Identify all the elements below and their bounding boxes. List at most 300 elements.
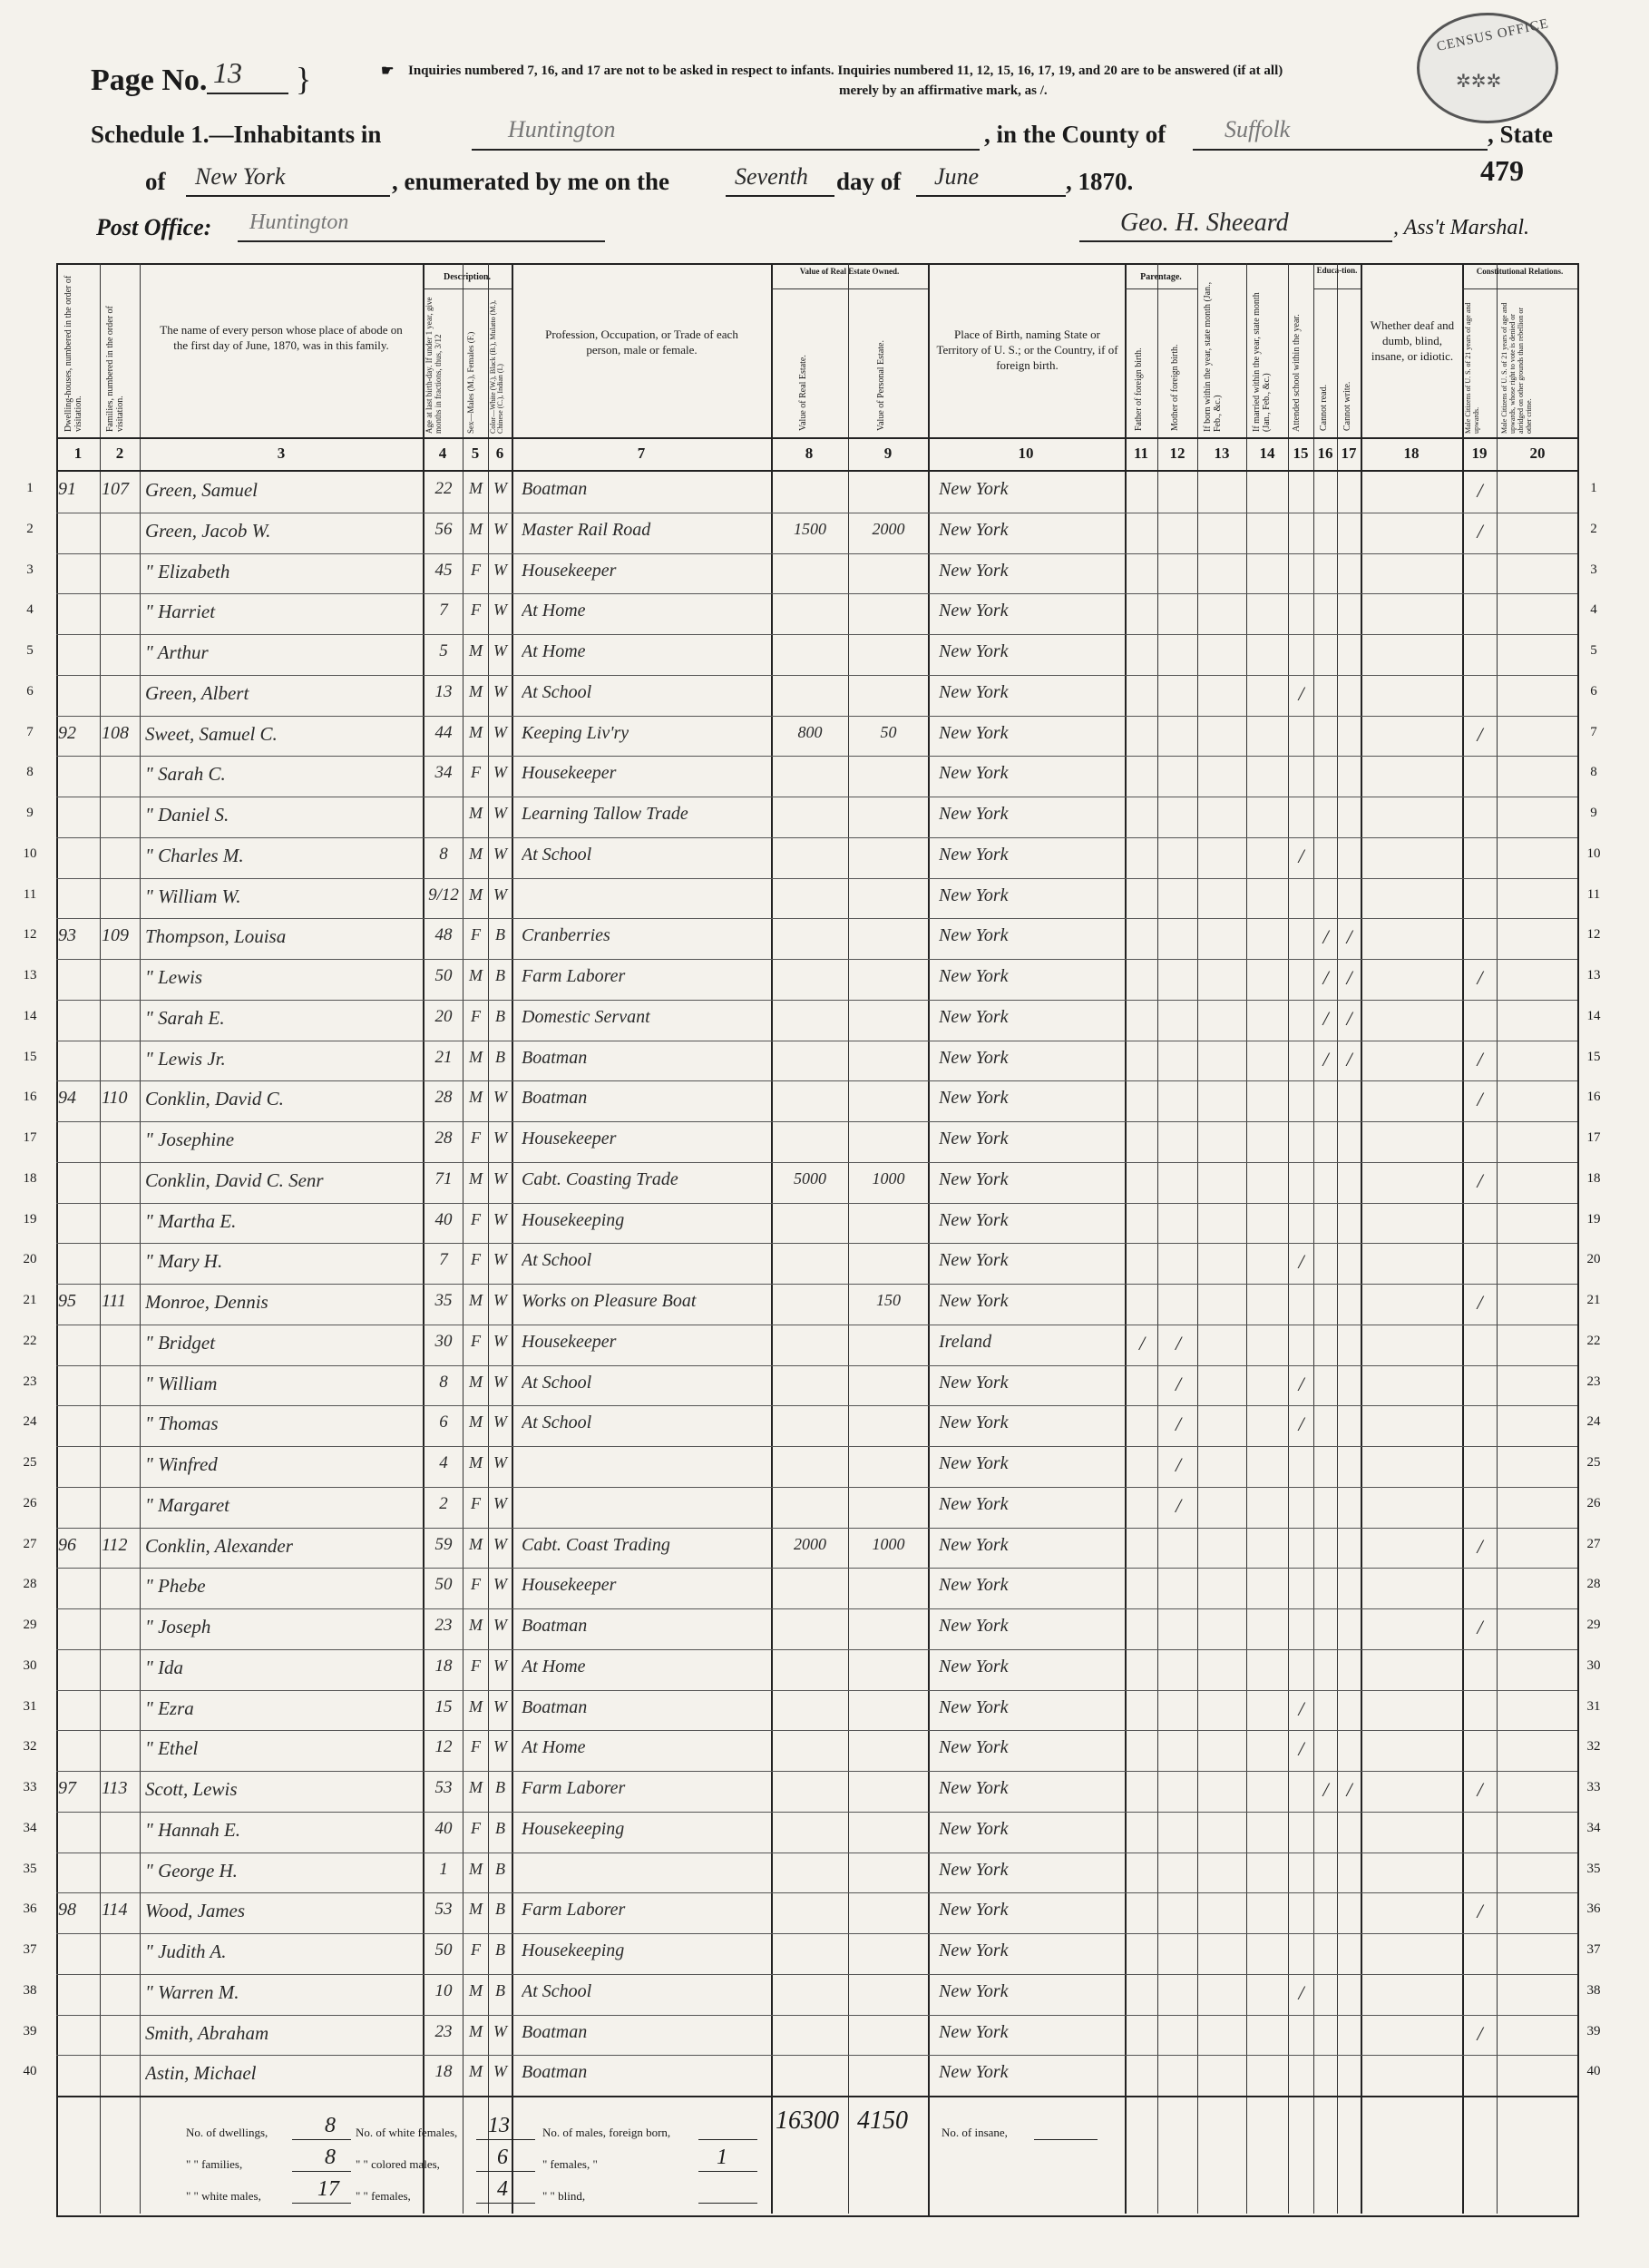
col-divider (771, 263, 773, 2214)
pointing-hand-icon: ☛ (381, 64, 395, 79)
row-number-left: 9 (26, 806, 34, 820)
row-number-left: 21 (23, 1293, 37, 1307)
cell-age: 34 (434, 763, 453, 783)
row-number-right: 18 (1586, 1170, 1601, 1186)
cell-color: B (495, 1818, 505, 1837)
cell-birth: New York (939, 1006, 1009, 1027)
cell-age: 9/12 (428, 885, 459, 904)
cell-color: W (493, 804, 507, 822)
cell-occ: Boatman (522, 1696, 588, 1717)
state-line (186, 195, 390, 197)
cell-occ: Housekeeper (522, 1575, 617, 1596)
instruction-notice: Inquiries numbered 7, 16, and 17 are not to be asked in respect to infants. Inquiries numbered 11, 12, 15, 16, 17, 19, and 20 are to be answered (if at all) (408, 64, 1283, 78)
row-rule (56, 593, 1577, 594)
col-divider (512, 263, 513, 2214)
cell-c12: / (1175, 1372, 1182, 1395)
row-rule (56, 1162, 1577, 1163)
row-number-right: 23 (1586, 1374, 1601, 1389)
column-number: 14 (1259, 445, 1275, 462)
row-rule (56, 837, 1577, 838)
row-number-right: 15 (1586, 1049, 1601, 1064)
column-number: 6 (495, 445, 504, 462)
cell-name: " Bridget (145, 1331, 216, 1354)
cell-birth: New York (939, 763, 1009, 784)
col-divider (928, 263, 930, 2214)
cell-age: 28 (434, 1129, 453, 1148)
cell-sex: M (469, 844, 483, 863)
row-number-left: 26 (23, 1495, 37, 1510)
cell-name: Green, Samuel (145, 479, 259, 501)
cell-name: " Phebe (145, 1575, 206, 1598)
row-number-right: 32 (1586, 1739, 1601, 1755)
row-number-left: 16 (23, 1090, 37, 1105)
row-rule (56, 1730, 1577, 1731)
cell-color: W (493, 1493, 507, 1512)
row-number-right: 33 (1586, 1780, 1601, 1794)
cell-name: " George H. (145, 1859, 238, 1882)
row-number-right: 38 (1586, 1982, 1601, 1998)
cell-age: 45 (434, 560, 453, 580)
cell-name: " Joseph (145, 1616, 211, 1637)
row-number-right: 8 (1590, 765, 1597, 780)
col-divider (1288, 263, 1289, 2214)
cell-age: 10 (434, 1980, 453, 2000)
cell-name: " William W. (145, 885, 241, 907)
row-number-right: 9 (1590, 806, 1597, 820)
cell-color: B (495, 1900, 505, 1919)
cell-c17: / (1346, 1047, 1352, 1070)
cell-name: Green, Albert (145, 681, 249, 704)
cell-c19: / (1477, 519, 1483, 543)
cell-occ: At Home (522, 601, 586, 621)
cell-age: 2 (439, 1493, 448, 1513)
cell-sex: M (469, 1168, 483, 1188)
row-rule (56, 2015, 1577, 2016)
cell-sex: F (471, 1941, 481, 1959)
cell-color: W (493, 763, 507, 782)
col-divider (1497, 263, 1498, 2214)
cell-name: " Ezra (145, 1696, 194, 1719)
row-rule (56, 675, 1577, 676)
row-number-left: 3 (26, 562, 34, 577)
row-number-right: 14 (1586, 1008, 1601, 1023)
cell-c17: / (1346, 1006, 1352, 1030)
white-males-label: " " white males, (186, 2189, 261, 2203)
cell-occ: Housekeeping (522, 1818, 625, 1839)
row-number-left: 31 (23, 1698, 37, 1714)
cell-occ: Housekeeper (522, 1129, 617, 1149)
cell-c16: / (1322, 966, 1329, 989)
enumeration-year: , 1870. (1066, 168, 1134, 195)
row-rule (56, 1933, 1577, 1934)
cell-birth: New York (939, 1575, 1009, 1596)
row-number-left: 1 (26, 481, 34, 495)
cell-occ: At Home (522, 641, 586, 661)
cell-pe: 50 (880, 722, 897, 741)
cell-occ: Housekeeper (522, 763, 617, 784)
cell-name: Thompson, Louisa (145, 925, 287, 948)
cell-name: " Warren M. (145, 1980, 239, 2003)
colored-females-value: 4 (497, 2177, 508, 2201)
cell-occ: Master Rail Road (522, 519, 651, 540)
cell-name: " Elizabeth (145, 560, 230, 582)
header-age: Age at last birth-day. If under 1 year, give months in fractions, thus, 3/12 (424, 297, 443, 434)
cell-birth: New York (939, 1859, 1009, 1880)
row-number-left: 13 (23, 968, 37, 982)
cell-age: 30 (434, 1331, 453, 1351)
cell-c12: / (1175, 1413, 1182, 1436)
cell-name: " Charles M. (145, 844, 244, 866)
cell-occ: Boatman (522, 1088, 588, 1109)
row-number-right: 16 (1586, 1090, 1601, 1105)
row-number-left: 27 (23, 1536, 37, 1551)
cell-name: " William (145, 1372, 218, 1394)
cell-birth: New York (939, 1047, 1009, 1068)
row-number-right: 10 (1586, 846, 1601, 861)
cell-sex: F (471, 1575, 481, 1594)
column-number: 16 (1317, 445, 1333, 462)
cell-sex: F (471, 601, 481, 620)
cell-re: 2000 (794, 1534, 826, 1553)
header-family: Families, numbered in the order of visitation. (105, 306, 125, 432)
cell-age: 53 (434, 1778, 453, 1797)
cell-color: W (493, 519, 507, 538)
place-value: Huntington (508, 116, 616, 142)
cell-birth: New York (939, 925, 1009, 946)
row-number-left: 7 (26, 724, 34, 739)
instruction-notice-2: merely by an affirmative mark, as /. (839, 83, 1048, 98)
cell-name: " Judith A. (145, 1941, 227, 1962)
cell-fam: 107 (102, 479, 129, 499)
row-number-right: 2 (1590, 521, 1597, 536)
header-deaf-blind: Whether deaf and dumb, blind, insane, or idiotic. (1370, 318, 1455, 363)
males-foreign-label: No. of males, foreign born, (542, 2126, 671, 2139)
blind-line (698, 2203, 757, 2204)
post-office-value: Huntington (249, 210, 349, 234)
row-rule (56, 756, 1577, 757)
cell-age: 13 (434, 681, 453, 701)
group-underline (1313, 288, 1361, 289)
cell-sex: F (471, 1656, 481, 1675)
cell-color: W (493, 2062, 507, 2081)
row-number-right: 27 (1586, 1536, 1601, 1551)
cell-color: B (495, 1941, 505, 1959)
cell-sex: F (471, 925, 481, 944)
cell-color: W (493, 1331, 507, 1350)
cell-fam: 114 (102, 1900, 128, 1921)
col-divider (1246, 263, 1247, 2214)
cell-age: 40 (434, 1818, 453, 1838)
total-personal-estate: 4150 (857, 2107, 908, 2135)
cell-occ: At Home (522, 1737, 586, 1758)
cell-birth: New York (939, 1941, 1009, 1960)
females-foreign-label: " females, " (542, 2157, 598, 2171)
cell-sex: M (469, 1534, 483, 1553)
marshal-line (1079, 240, 1392, 242)
state-value: New York (195, 163, 286, 190)
cell-name: " Ethel (145, 1737, 199, 1760)
cell-sex: M (469, 1453, 483, 1471)
cell-c19: / (1477, 1900, 1483, 1923)
cell-dw: 93 (58, 925, 76, 946)
cell-c15: / (1298, 1372, 1304, 1395)
cell-birth: New York (939, 1778, 1009, 1798)
cell-re: 800 (797, 722, 823, 741)
cell-name: " Harriet (145, 601, 216, 623)
cell-birth: New York (939, 966, 1009, 986)
cell-occ: At School (522, 1980, 592, 2001)
cell-name: Scott, Lewis (145, 1778, 238, 1800)
cell-sex: M (469, 966, 483, 984)
row-number-left: 2 (26, 521, 34, 536)
cell-name: " Arthur (145, 641, 209, 663)
cell-color: W (493, 1291, 507, 1309)
row-number-right: 1 (1590, 481, 1597, 495)
families-label: " " families, (186, 2157, 243, 2171)
row-rule (56, 1568, 1577, 1569)
row-number-right: 5 (1590, 643, 1597, 658)
header-name: The name of every person whose place of abode on the first day of June, 1870, was in this family. (160, 323, 403, 352)
cell-sex: F (471, 1006, 481, 1025)
cell-c16: / (1322, 1006, 1329, 1030)
cell-color: W (493, 1696, 507, 1716)
row-number-left: 39 (23, 2023, 37, 2038)
row-number-right: 26 (1586, 1495, 1601, 1510)
header-dwelling: Dwelling-houses, numbered in the order of visitation. (63, 275, 83, 432)
cell-color: B (495, 1778, 505, 1796)
cell-sex: F (471, 1493, 481, 1512)
cell-occ: Learning Tallow Trade (522, 804, 688, 824)
families-line (292, 2171, 351, 2172)
stamp-text: CENSUS OFFICE (1435, 16, 1551, 54)
row-number-right: 22 (1586, 1333, 1601, 1348)
cell-name: Conklin, Alexander (145, 1534, 293, 1557)
cell-occ: At School (522, 1250, 592, 1271)
cell-sex: M (469, 2062, 483, 2081)
cell-birth: New York (939, 1656, 1009, 1677)
row-number-left: 32 (23, 1739, 37, 1755)
cell-age: 4 (439, 1453, 448, 1472)
cell-age: 59 (434, 1534, 453, 1554)
row-number-right: 17 (1586, 1130, 1601, 1145)
row-number-left: 8 (26, 765, 34, 780)
row-number-left: 30 (23, 1657, 37, 1673)
row-number-left: 20 (23, 1252, 37, 1267)
marshal-label: , Ass't Marshal. (1393, 216, 1530, 240)
row-rule (56, 1203, 1577, 1204)
row-number-left: 25 (23, 1455, 37, 1470)
cell-sex: F (471, 1250, 481, 1269)
col-divider (140, 263, 141, 2214)
cell-sex: M (469, 804, 483, 822)
cell-sex: M (469, 1372, 483, 1391)
col-divider (1157, 263, 1158, 2214)
cell-age: 44 (434, 722, 453, 742)
row-rule (56, 918, 1577, 919)
row-number-left: 15 (23, 1049, 37, 1064)
column-number: 1 (73, 445, 83, 462)
cell-age: 5 (439, 641, 448, 660)
row-number-left: 6 (26, 683, 34, 699)
row-number-left: 33 (23, 1780, 37, 1794)
cell-birth: New York (939, 1696, 1009, 1717)
cell-c16: / (1322, 925, 1329, 949)
brace: } (296, 61, 312, 97)
cell-name: " Margaret (145, 1493, 230, 1516)
cell-birth: New York (939, 681, 1009, 702)
cell-sex: F (471, 1129, 481, 1147)
cell-re: 1500 (794, 519, 826, 538)
row-rule (56, 2055, 1577, 2056)
row-rule (56, 1080, 1577, 1081)
cell-birth: New York (939, 1250, 1009, 1271)
cell-birth: New York (939, 1818, 1009, 1839)
row-number-left: 17 (23, 1130, 37, 1145)
row-number-left: 35 (23, 1861, 37, 1876)
cell-color: W (493, 1737, 507, 1756)
row-number-left: 11 (23, 886, 37, 902)
cell-fam: 108 (102, 722, 129, 743)
cell-color: B (495, 925, 505, 944)
col-divider (1197, 263, 1198, 2214)
white-males-value: 17 (317, 2177, 339, 2201)
cell-color: W (493, 1453, 507, 1471)
cell-name: " Martha E. (145, 1209, 237, 1232)
row-number-right: 39 (1586, 2023, 1601, 2038)
cell-c15: / (1298, 681, 1304, 705)
cell-sex: M (469, 885, 483, 904)
row-rule (56, 1000, 1577, 1001)
header-born-within-year: If born within the year, state month (Jan., Feb., &c.) (1203, 281, 1223, 432)
cell-age: 48 (434, 925, 453, 945)
row-number-left: 4 (26, 602, 34, 618)
males-foreign-line (698, 2139, 757, 2140)
cell-occ: At School (522, 1372, 592, 1393)
header-cannot-write: Cannot write. (1342, 381, 1352, 431)
cell-occ: Housekeeper (522, 1331, 617, 1352)
row-number-left: 18 (23, 1170, 37, 1186)
enumerated-label: , enumerated by me on the (392, 168, 669, 195)
row-number-right: 21 (1586, 1293, 1601, 1307)
cell-color: W (493, 1209, 507, 1228)
header-color: Color—White (W.), Black (B.), Mulatto (M.), Chinese (C.), Indian (I.) (489, 299, 504, 434)
cell-age: 6 (439, 1413, 448, 1432)
cell-occ: Farm Laborer (522, 1778, 626, 1798)
group-underline (1462, 288, 1577, 289)
row-number-right: 13 (1586, 968, 1601, 982)
cell-name: " Daniel S. (145, 804, 229, 826)
cell-birth: New York (939, 1737, 1009, 1758)
county-line (1193, 149, 1488, 151)
cell-sex: M (469, 1047, 483, 1066)
column-number: 9 (883, 445, 893, 462)
cell-occ: Boatman (522, 1047, 588, 1068)
row-rule (56, 1812, 1577, 1813)
cell-name: Smith, Abraham (145, 2021, 269, 2044)
cell-age: 1 (439, 1859, 448, 1879)
day-of-label: day of (836, 168, 902, 195)
row-rule (56, 959, 1577, 960)
cell-dw: 94 (58, 1088, 76, 1109)
row-number-right: 31 (1586, 1698, 1601, 1714)
enumeration-day: Seventh (735, 163, 808, 190)
cell-c15: / (1298, 1250, 1304, 1274)
cell-sex: M (469, 519, 483, 538)
insane-label: No. of insane, (942, 2126, 1008, 2139)
column-number: 20 (1529, 445, 1546, 462)
cell-birth: New York (939, 1980, 1009, 2001)
cell-dw: 92 (58, 722, 76, 743)
cell-occ: Domestic Servant (522, 1006, 650, 1027)
cell-age: 50 (434, 1575, 453, 1595)
cell-birth: New York (939, 844, 1009, 865)
cell-c12: / (1175, 1453, 1182, 1476)
total-real-estate: 16300 (776, 2107, 839, 2135)
header-sex: Sex—Males (M.), Females (F.) (466, 331, 475, 434)
group-underline (771, 288, 928, 289)
group-education: Educa-tion. (1316, 266, 1358, 275)
cell-age: 28 (434, 1088, 453, 1108)
cell-occ: Works on Pleasure Boat (522, 1291, 697, 1311)
group-parentage: Parentage. (1140, 272, 1182, 282)
row-number-right: 37 (1586, 1942, 1601, 1957)
cell-color: W (493, 479, 507, 497)
cell-sex: M (469, 2021, 483, 2040)
white-females-label: No. of white females, (356, 2126, 458, 2139)
row-number-right: 7 (1590, 724, 1597, 739)
cell-occ: Cabt. Coast Trading (522, 1534, 670, 1555)
enumeration-month: June (934, 163, 980, 190)
row-number-left: 22 (23, 1333, 37, 1348)
cell-sex: M (469, 681, 483, 700)
cell-dw: 91 (58, 479, 76, 499)
cell-c19: / (1477, 1168, 1483, 1192)
cell-birth: New York (939, 1493, 1009, 1514)
census-office-stamp (1417, 13, 1558, 123)
row-number-left: 37 (23, 1942, 37, 1957)
cell-pe: 1000 (872, 1168, 905, 1188)
summary-top-line (56, 2096, 1577, 2097)
group-constitutional: Constitutional Relations. (1476, 267, 1564, 276)
cell-name: Sweet, Samuel C. (145, 722, 278, 745)
cell-occ: Housekeeping (522, 1941, 625, 1960)
cell-pe: 150 (876, 1291, 901, 1309)
cell-c19: / (1477, 1088, 1483, 1111)
cell-sex: M (469, 1900, 483, 1919)
column-number: 3 (277, 445, 286, 462)
cell-sex: M (469, 1413, 483, 1432)
column-number: 13 (1214, 445, 1230, 462)
cell-age: 22 (434, 479, 453, 498)
cell-c15: / (1298, 1737, 1304, 1761)
place-line (472, 149, 980, 151)
cell-birth: New York (939, 2062, 1009, 2083)
column-number: 10 (1018, 445, 1034, 462)
females-foreign-line (698, 2171, 757, 2172)
row-rule (56, 716, 1577, 717)
cell-c17: / (1346, 966, 1352, 989)
cell-fam: 110 (102, 1088, 128, 1109)
cell-c19: / (1477, 1047, 1483, 1070)
cell-sex: F (471, 1818, 481, 1837)
cell-color: W (493, 681, 507, 700)
white-females-value: 13 (488, 2114, 510, 2137)
cell-fam: 111 (102, 1291, 127, 1311)
cell-color: W (493, 722, 507, 741)
females-foreign-value: 1 (717, 2146, 727, 2169)
cell-sex: M (469, 1696, 483, 1716)
column-number: 8 (805, 445, 814, 462)
